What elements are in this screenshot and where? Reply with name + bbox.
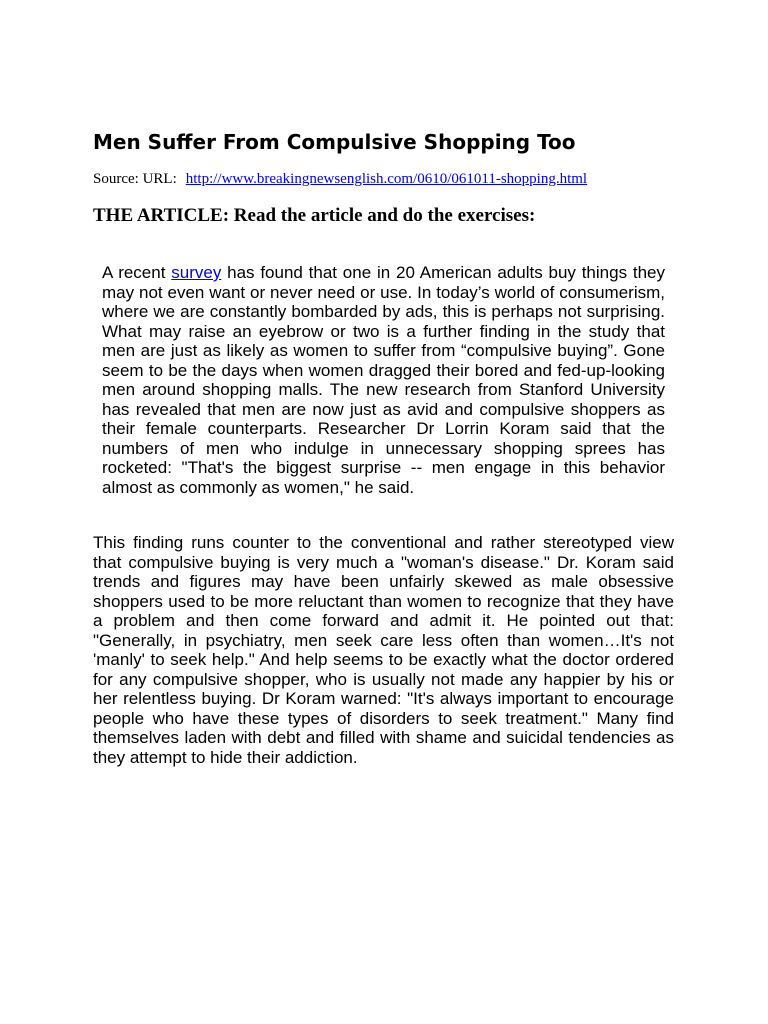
paragraph-1-body: has found that one in 20 American adults buy things they may not even want or never need or use. In today’s world of consumerism, where we are constantly bombarded by ads, this is perhaps not surprising. What may raise an eyebrow or two is a further finding in the study that men are just as likely as women to suffer from “compulsive buying”. Gone seem to be the days when women dragged their bored and fed-up-looking men around shopping malls. The new research from Stanford University has revealed that men are now just as avid and compulsive shoppers as their female counterparts. Researcher Dr Lorrin Koram said that the numbers of men who indulge in unnecessary shopping sprees has rocketed: "That's the biggest surprise -- men engage in this behavior almost as commonly as women," he said. (102, 263, 665, 498)
paragraph-1-intro: A recent (102, 263, 172, 282)
source-label: Source: URL: (93, 171, 177, 187)
source-url-link[interactable]: http://www.breakingnewsenglish.com/0610/061011-shopping.html (185, 171, 588, 187)
survey-link[interactable]: survey (171, 263, 222, 282)
article-paragraph-2: This finding runs counter to the conventional and rather stereotyped view that compulsive buying is very much a "woman's disease." Dr. Koram said trends and figures may have been unfairly skewed as male obsessive shoppers used to be more reluctant than women to recognize that they have a problem and then come forward and admit it. He pointed out that: "Generally, in psychiatry, men seek care less often than women…It's not 'manly' to seek help." And help seems to be exactly what the doctor ordered for any compulsive shopper, who is usually not made any happier by his or her relentless buying. Dr Koram warned: "It's always important to encourage people who have these types of disorders to seek treatment." Many find themselves laden with debt and filled with shame and suicidal tendencies as they attempt to hide their addiction. (93, 533, 674, 768)
article-heading: THE ARTICLE: Read the article and do the exercises: (93, 205, 536, 226)
page-title: Men Suffer From Compulsive Shopping Too (93, 130, 576, 154)
article-paragraph-1 (102, 263, 665, 498)
source-line (93, 170, 587, 188)
